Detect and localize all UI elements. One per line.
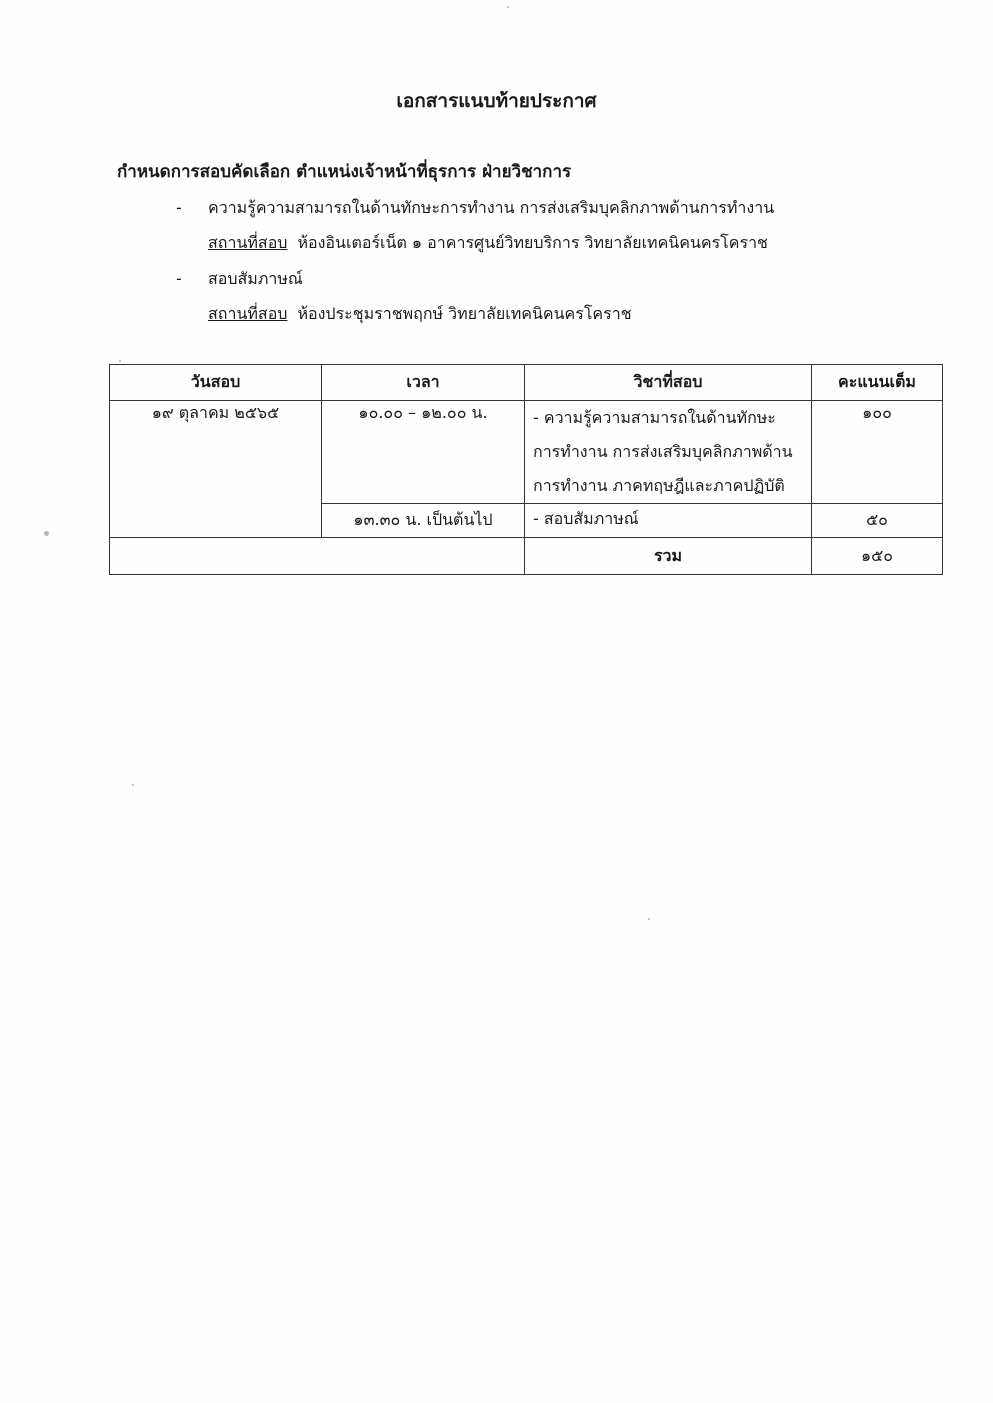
scan-speck <box>44 531 49 536</box>
cell-score: ๑๐๐ <box>812 401 943 504</box>
table-header-row <box>110 365 943 401</box>
exam-item-interview-text: สอบสัมภาษณ์ <box>208 269 303 288</box>
section-heading: กำหนดการสอบคัดเลือก ตำแหน่งเจ้าหน้าที่ธุรการ ฝ่ายวิชาการ <box>117 162 572 182</box>
exam-schedule-table <box>109 364 943 575</box>
total-label: รวม <box>525 538 812 575</box>
bullet-dash: - <box>176 269 182 288</box>
location-text: ห้องประชุมราชพฤกษ์ วิทยาลัยเทคนิคนครโคราช <box>297 304 632 323</box>
bullet-dash: - <box>176 198 182 217</box>
cell-date: ๑๙ ตุลาคม ๒๕๖๕ <box>110 401 322 538</box>
subject-line: - ความรู้ความสามารถในด้านทักษะ <box>533 408 776 427</box>
header-score: คะแนนเต็ม <box>812 365 943 401</box>
scan-speck <box>507 6 509 8</box>
subject-line: การทำงาน การส่งเสริมบุคลิกภาพด้าน <box>533 442 793 461</box>
subject-line: การทำงาน ภาคทฤษฎีและภาคปฏิบัติ <box>533 476 785 495</box>
scan-speck <box>648 918 650 920</box>
exam-location-skills <box>208 231 768 256</box>
total-blank-cell <box>110 538 525 575</box>
header-time: เวลา <box>322 365 525 401</box>
scan-speck <box>132 784 134 786</box>
cell-subject: - สอบสัมภาษณ์ <box>525 504 812 538</box>
exam-item-interview <box>176 267 303 292</box>
location-label: สถานที่สอบ <box>208 233 288 252</box>
cell-subject <box>525 401 812 504</box>
cell-score: ๕๐ <box>812 504 943 538</box>
scan-speck <box>119 360 121 362</box>
table-total-row <box>110 538 943 575</box>
header-subject: วิชาที่สอบ <box>525 365 812 401</box>
location-label: สถานที่สอบ <box>208 304 288 323</box>
total-score: ๑๕๐ <box>812 538 943 575</box>
header-date: วันสอบ <box>110 365 322 401</box>
exam-item-skills <box>176 196 774 221</box>
table-row <box>110 401 943 504</box>
exam-item-skills-text: ความรู้ความสามารถในด้านทักษะการทำงาน การส่งเสริมบุคลิกภาพด้านการทำงาน <box>208 198 775 217</box>
location-text: ห้องอินเตอร์เน็ต ๑ อาคารศูนย์วิทยบริการ วิทยาลัยเทคนิคนครโคราช <box>297 233 768 252</box>
cell-time: ๑๐.๐๐ – ๑๒.๐๐ น. <box>322 401 525 504</box>
exam-location-interview <box>208 302 632 327</box>
cell-time: ๑๓.๓๐ น. เป็นต้นไป <box>322 504 525 538</box>
document-title: เอกสารแนบท้ายประกาศ <box>396 90 597 112</box>
